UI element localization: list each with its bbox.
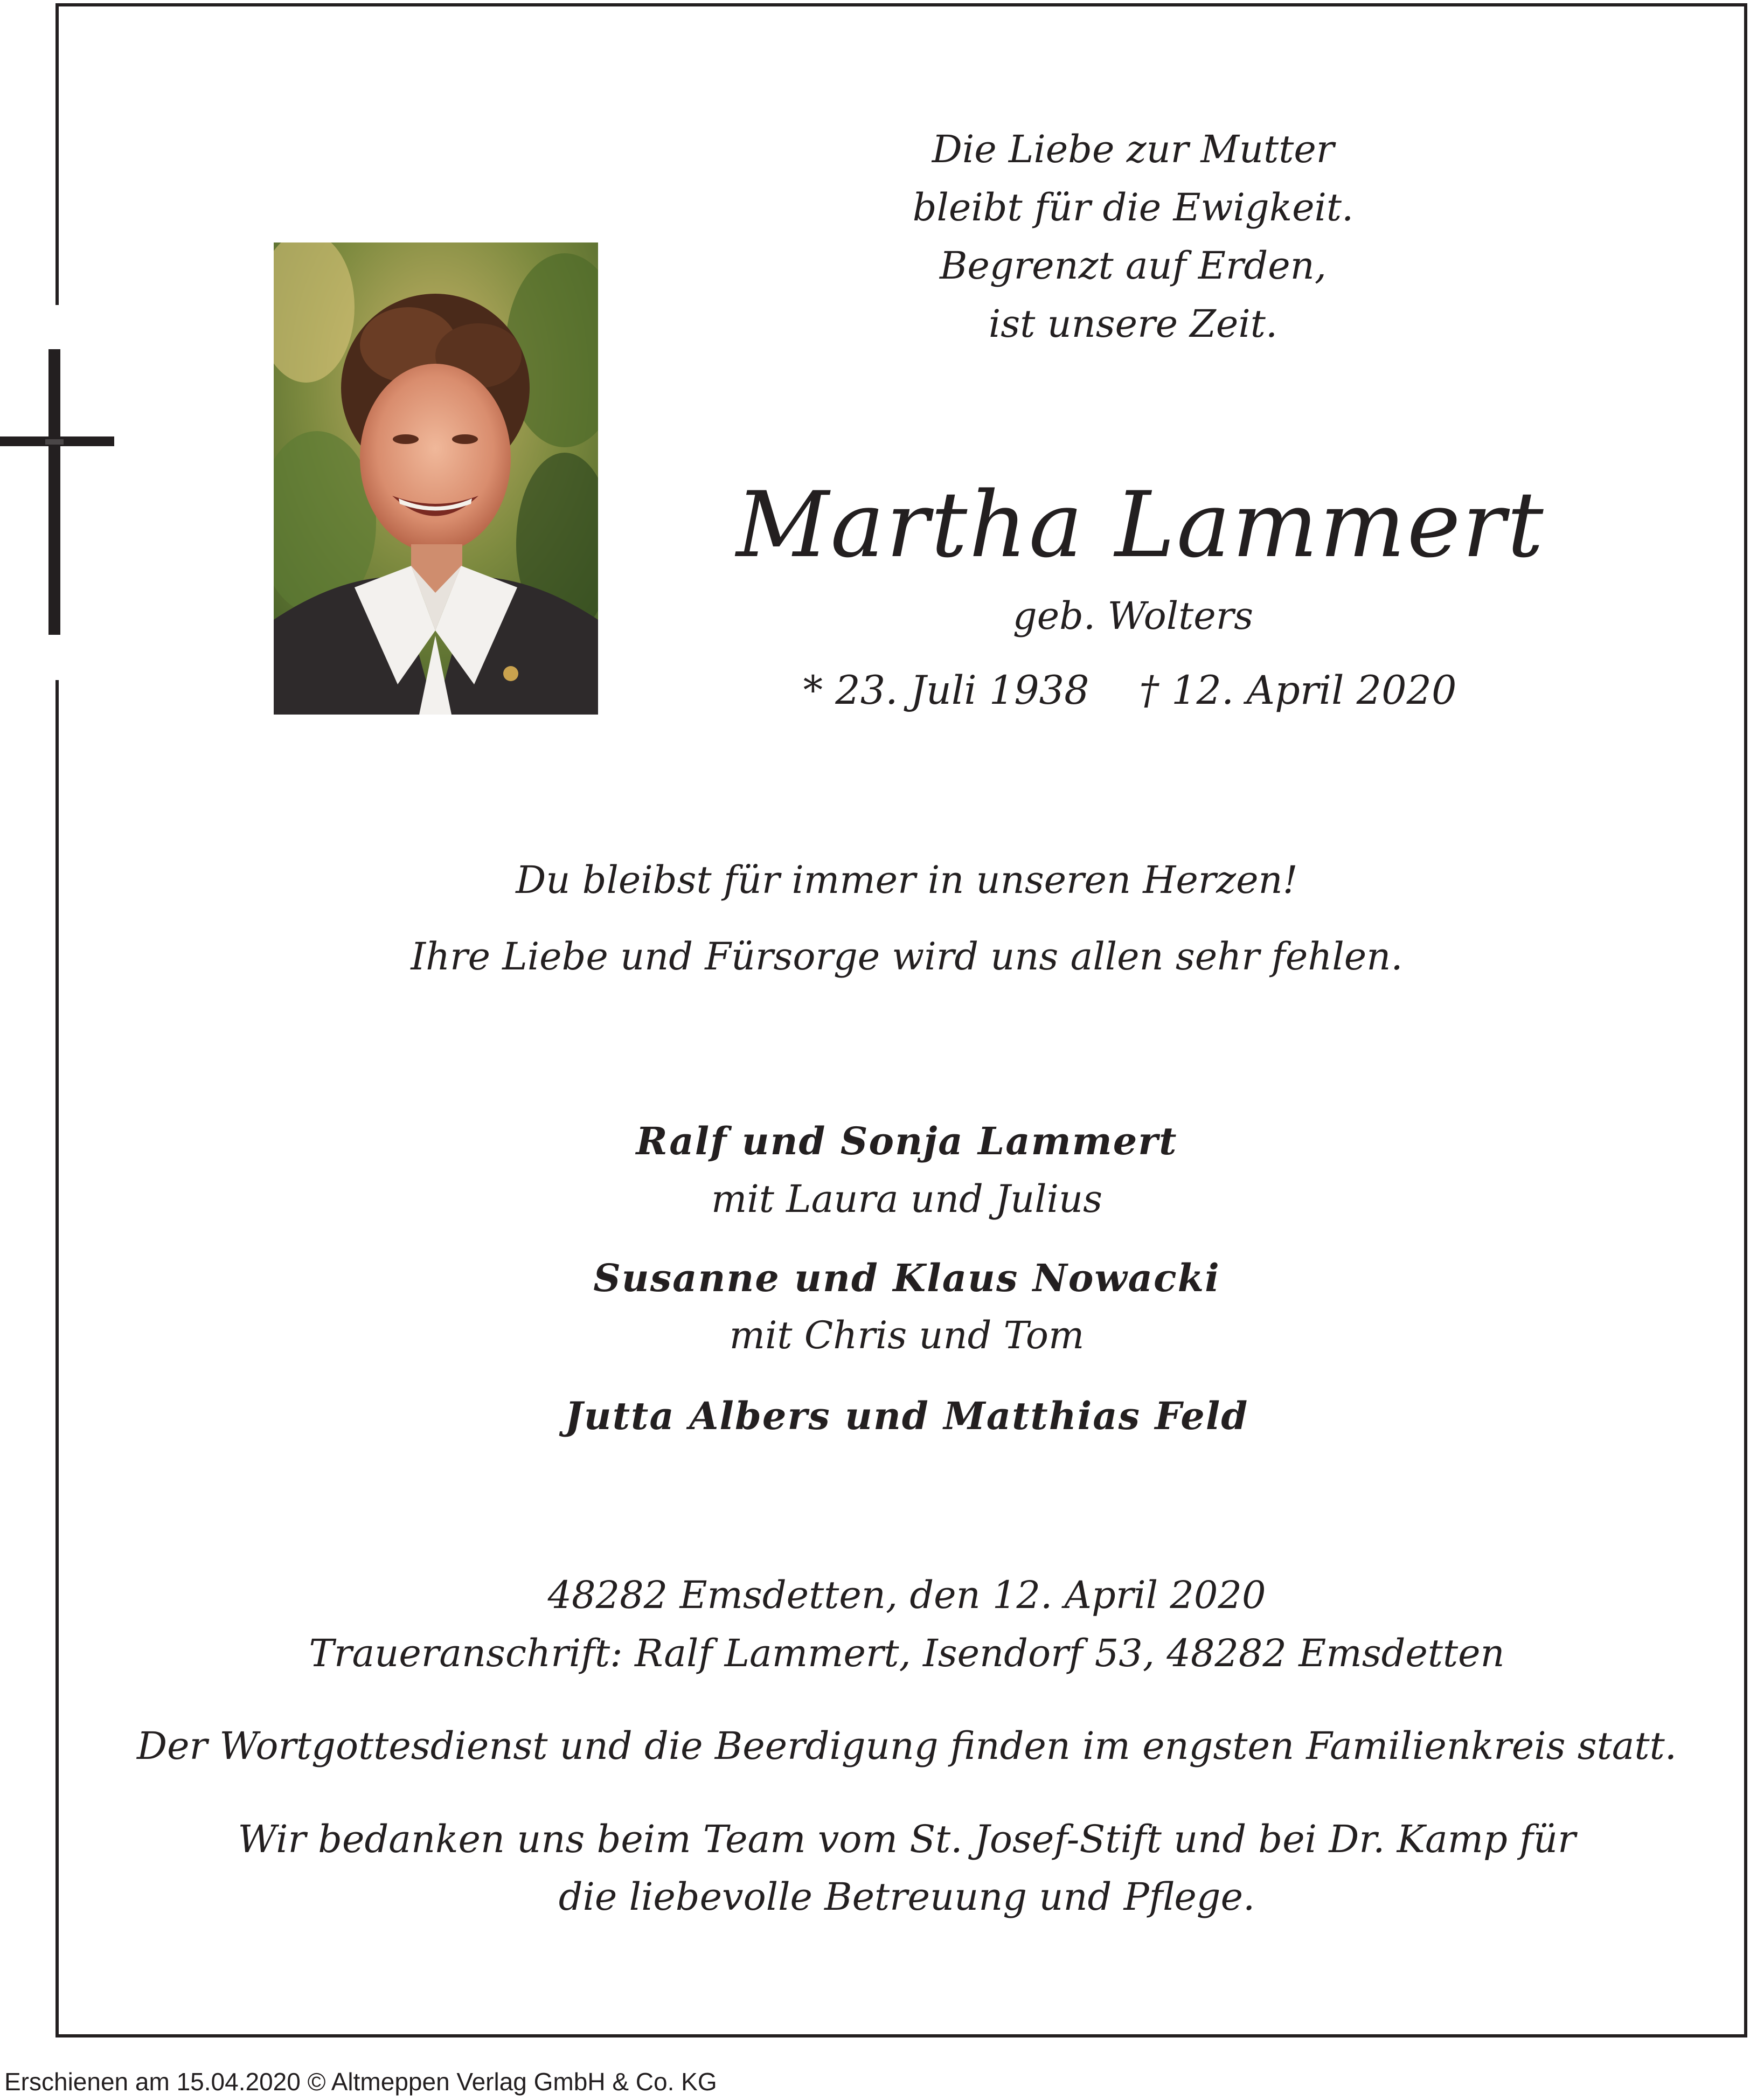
thanks-line-1: Wir bedanken uns beim Team vom St. Josef-Stift und bei Dr. Kamp für	[238, 1817, 1576, 1861]
frame-left-border-lower	[55, 680, 59, 2037]
poem-line-4: ist unsere Zeit.	[988, 302, 1278, 346]
birth-name: geb. Wolters	[1012, 594, 1254, 638]
frame-bottom-border	[55, 2034, 1747, 2037]
frame-left-border-upper	[55, 3, 59, 305]
frame-top-border	[55, 3, 1747, 6]
mourner-names-3: Jutta Albers und Matthias Feld	[565, 1394, 1249, 1438]
poem-line-1: Die Liebe zur Mutter	[932, 127, 1335, 171]
sentiment-line-2: Ihre Liebe und Fürsorge wird uns allen sehr fehlen.	[411, 934, 1403, 979]
frame-right-border	[1744, 3, 1747, 2037]
mourner-names-2: Susanne und Klaus Nowacki	[593, 1256, 1220, 1300]
life-dates: * 23. Juli 1938 † 12. April 2020	[803, 668, 1457, 713]
thanks-line-2: die liebevolle Betreuung und Pflege.	[558, 1875, 1255, 1919]
poem-line-2: bleibt für die Ewigkeit.	[912, 185, 1354, 230]
deceased-name: Martha Lammert	[736, 472, 1545, 578]
mourner-children-2: mit Chris und Tom	[729, 1313, 1085, 1357]
sentiment-line-1: Du bleibst für immer in unseren Herzen!	[516, 858, 1298, 902]
service-note: Der Wortgottesdienst und die Beerdigung finden im engsten Familienkreis statt.	[136, 1724, 1677, 1768]
mourner-children-1: mit Laura und Julius	[711, 1177, 1103, 1221]
portrait-photo	[274, 242, 598, 715]
cross-icon	[0, 345, 116, 639]
poem-line-3: Begrenzt auf Erden,	[939, 244, 1327, 288]
mourning-address: Traueranschrift: Ralf Lammert, Isendorf 53, 48282 Emsdetten	[309, 1631, 1505, 1675]
place-date: 48282 Emsdetten, den 12. April 2020	[547, 1573, 1266, 1617]
publication-footer: Erschienen am 15.04.2020 © Altmeppen Verlag GmbH & Co. KG	[4, 2068, 717, 2096]
mourner-names-1: Ralf und Sonja Lammert	[636, 1119, 1178, 1163]
